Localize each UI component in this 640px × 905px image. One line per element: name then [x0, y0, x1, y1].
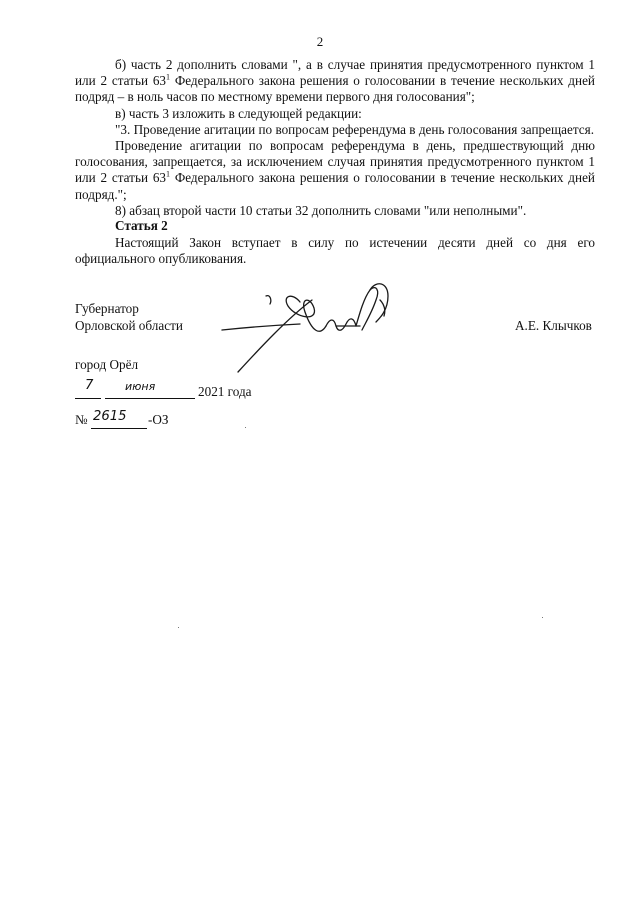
paragraph-8-text: 8) абзац второй части 10 статьи 32 дополнить словами "или неполными".: [115, 202, 527, 218]
scan-speck: [245, 427, 246, 428]
paragraph-agitation-text-cont: Федерального закона решения о голосовании в течение нескольких дней подряд.";: [75, 170, 595, 202]
date-month-underline: [105, 398, 195, 399]
article-2-heading: Статья 2: [115, 218, 168, 233]
article-2-text: Настоящий Закон вступает в силу по истечении десяти дней со дня его официального опубликования.: [75, 235, 595, 267]
signatory-title-line1: Губернатор: [75, 301, 139, 316]
law-number-underline: [91, 428, 147, 429]
law-number-line: [75, 409, 275, 432]
date-day-underline: [75, 398, 101, 399]
date-month: июня: [125, 380, 156, 393]
paragraph-b-text: б) часть 2 дополнить словами ", а в случае принятия предусмотренного пунктом 1 или 2 статьи 63: [75, 57, 595, 89]
place-of-signing: город Орёл: [75, 357, 139, 372]
signatory-title-line2: Орловской области: [75, 318, 183, 333]
law-number-value: 2615: [93, 409, 127, 424]
date-year: 2021 года: [198, 384, 252, 399]
page-number: 2: [316, 34, 324, 49]
paragraph-b-text-cont: Федерального закона решения о голосовании в течение нескольких дней подряд – в ноль часов по местному времени первого дня голосования";: [75, 73, 595, 105]
superscript: 1: [166, 72, 171, 82]
scan-speck: [542, 617, 543, 618]
paragraph-quote-3-text: "3. Проведение агитации по вопросам референдума в день голосования запрещается.: [115, 121, 594, 137]
paragraph-agitation-text: Проведение агитации по вопросам референдума в день, предшествующий дню голосования, запрещается, за исключением случая принятия предусмотренного пунктом 1 или 2 статьи 63: [75, 138, 595, 186]
signatory-name: А.Е. Клычков: [515, 318, 592, 333]
law-number-prefix: №: [75, 412, 88, 427]
scan-speck: [178, 627, 179, 628]
paragraph-v-text: в) часть 3 изложить в следующей редакции:: [115, 105, 362, 121]
date-day: 7: [85, 378, 94, 393]
law-number-suffix: -ОЗ: [148, 412, 169, 427]
date-line: [75, 378, 275, 402]
superscript: 1: [166, 170, 171, 180]
